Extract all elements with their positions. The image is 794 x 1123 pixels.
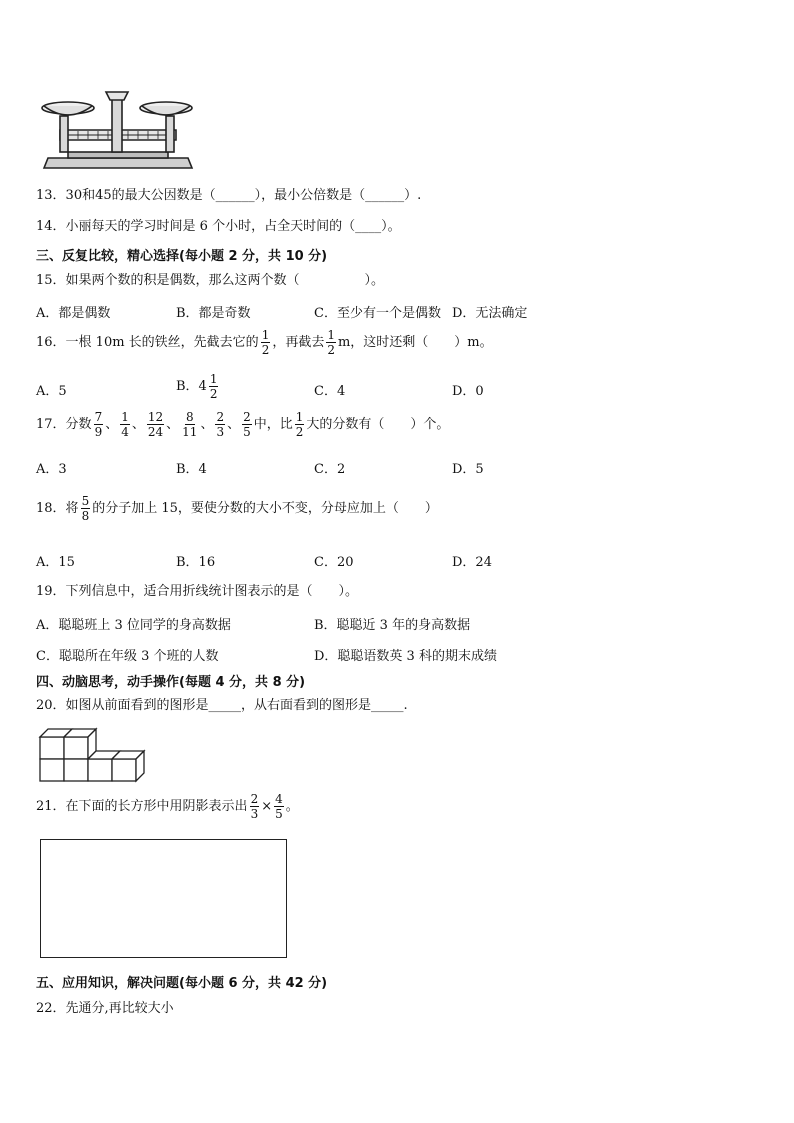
question-number: 17． <box>36 417 66 432</box>
question-number: 13． <box>36 188 66 203</box>
denominator: 5 <box>243 425 251 439</box>
cube-stack-figure <box>38 727 148 783</box>
question-19 <box>36 583 358 601</box>
question-number: 14． <box>36 219 66 234</box>
question-text: 分数 <box>65 417 92 432</box>
fraction <box>326 328 336 357</box>
fraction <box>261 328 271 357</box>
fraction <box>81 494 91 523</box>
section-heading-3: 三、反复比较，精心选择(每小题 2 分，共 10 分) <box>36 249 328 264</box>
numerator: 2 <box>243 410 251 424</box>
option-c: C．聪聪所在年级 3 个班的人数 <box>36 649 219 664</box>
section-heading-4: 四、动脑思考，动手操作(每题 4 分，共 8 分) <box>36 675 306 690</box>
denominator: 5 <box>275 807 283 821</box>
option-a: A．5 <box>36 384 67 399</box>
question-13 <box>36 187 421 205</box>
fraction <box>242 410 252 439</box>
question-text: 下列信息中，适合用折线统计图表示的是（ ）。 <box>65 584 359 599</box>
shading-rectangle[interactable] <box>40 839 287 958</box>
option-b: B．聪聪近 3 年的身高数据 <box>314 618 471 633</box>
numerator: 8 <box>185 410 194 424</box>
denominator: 2 <box>209 387 218 401</box>
question-text: 在下面的长方形中用阴影表示出 <box>65 799 248 814</box>
numerator: 2 <box>250 792 259 806</box>
question-20 <box>36 697 408 715</box>
numerator: 12 <box>147 410 164 424</box>
fraction <box>274 792 284 821</box>
option-b <box>176 372 220 401</box>
question-15 <box>36 272 384 290</box>
question-number: 16． <box>36 335 66 350</box>
question-text: 中，比 <box>253 417 293 432</box>
question-text: ，再截去 <box>272 335 325 350</box>
option-d: D．聪聪语数英 3 科的期末成绩 <box>314 649 497 664</box>
option-c: C．2 <box>314 462 346 477</box>
fraction <box>94 410 104 439</box>
fraction <box>181 410 198 439</box>
option-b: B．16 <box>176 555 216 570</box>
numerator: 1 <box>121 410 129 424</box>
option-c: C．20 <box>314 555 354 570</box>
option-a: A．3 <box>36 462 67 477</box>
separator: 、 <box>200 417 214 432</box>
question-text: 大的分数有（ ）个。 <box>306 417 450 432</box>
option-d: D．无法确定 <box>452 306 528 321</box>
balance-scale-illustration <box>38 84 198 174</box>
fraction <box>295 410 305 439</box>
option-d: D．24 <box>452 555 492 570</box>
denominator: 2 <box>327 343 335 357</box>
option-d: D．5 <box>452 462 484 477</box>
numerator: 1 <box>209 372 218 386</box>
question-number: 18． <box>36 501 66 516</box>
separator: 、 <box>166 417 180 432</box>
question-22 <box>36 1000 174 1018</box>
section-heading-5: 五、应用知识，解决问题(每小题 6 分，共 42 分) <box>36 976 328 991</box>
option-b: B．都是奇数 <box>176 306 251 321</box>
option-text: B．4 <box>176 379 207 394</box>
question-16 <box>36 328 493 357</box>
option-c: C．至少有一个是偶数 <box>314 306 441 321</box>
question-text: 如果两个数的积是偶数，那么这两个数（ ）。 <box>65 273 385 288</box>
separator: 、 <box>227 417 241 432</box>
question-number: 20． <box>36 698 66 713</box>
denominator: 3 <box>216 425 225 439</box>
question-number: 19． <box>36 584 66 599</box>
option-d: D．0 <box>452 384 484 399</box>
question-text: 先通分,再比较大小 <box>65 1001 174 1016</box>
question-17 <box>36 410 449 439</box>
denominator: 2 <box>261 343 270 357</box>
question-14 <box>36 218 401 236</box>
question-number: 15． <box>36 273 66 288</box>
numerator: 7 <box>94 410 103 424</box>
numerator: 1 <box>327 328 335 342</box>
denominator: 8 <box>81 509 90 523</box>
denominator: 4 <box>121 425 129 439</box>
question-text: 小丽每天的学习时间是 6 个小时，占全天时间的（____）。 <box>65 219 401 234</box>
numerator: 4 <box>275 792 283 806</box>
question-18 <box>36 494 438 523</box>
multiply-sign: × <box>261 799 273 814</box>
question-number: 22． <box>36 1001 66 1016</box>
fraction <box>147 410 164 439</box>
denominator: 24 <box>147 425 164 439</box>
option-c: C．4 <box>314 384 346 399</box>
numerator: 1 <box>261 328 270 342</box>
question-text: 30和45的最大公因数是（______），最小公倍数是（______）. <box>65 188 422 203</box>
denominator: 3 <box>250 807 259 821</box>
question-text: 的分子加上 15，要使分数的大小不变，分母应加上（ ） <box>92 501 438 516</box>
question-number: 21． <box>36 799 66 814</box>
separator: 、 <box>131 417 145 432</box>
question-text: m，这时还剩（ ）m。 <box>337 335 493 350</box>
question-text: 。 <box>285 799 299 814</box>
question-21 <box>36 792 299 821</box>
option-a: A．聪聪班上 3 位同学的身高数据 <box>36 618 231 633</box>
fraction <box>250 792 260 821</box>
question-text: 一根 10m 长的铁丝，先截去它的 <box>65 335 259 350</box>
option-b: B．4 <box>176 462 207 477</box>
fraction <box>120 410 130 439</box>
separator: 、 <box>105 417 119 432</box>
denominator: 9 <box>94 425 103 439</box>
denominator: 2 <box>295 425 304 439</box>
question-text: 将 <box>65 501 79 516</box>
numerator: 5 <box>81 494 90 508</box>
option-a: A．都是偶数 <box>36 306 111 321</box>
fraction <box>215 410 225 439</box>
numerator: 2 <box>216 410 225 424</box>
fraction <box>209 372 219 401</box>
denominator: 11 <box>182 425 198 439</box>
numerator: 1 <box>295 410 304 424</box>
option-a: A．15 <box>36 555 75 570</box>
question-text: 如图从前面看到的图形是_____，从右面看到的图形是_____. <box>65 698 408 713</box>
